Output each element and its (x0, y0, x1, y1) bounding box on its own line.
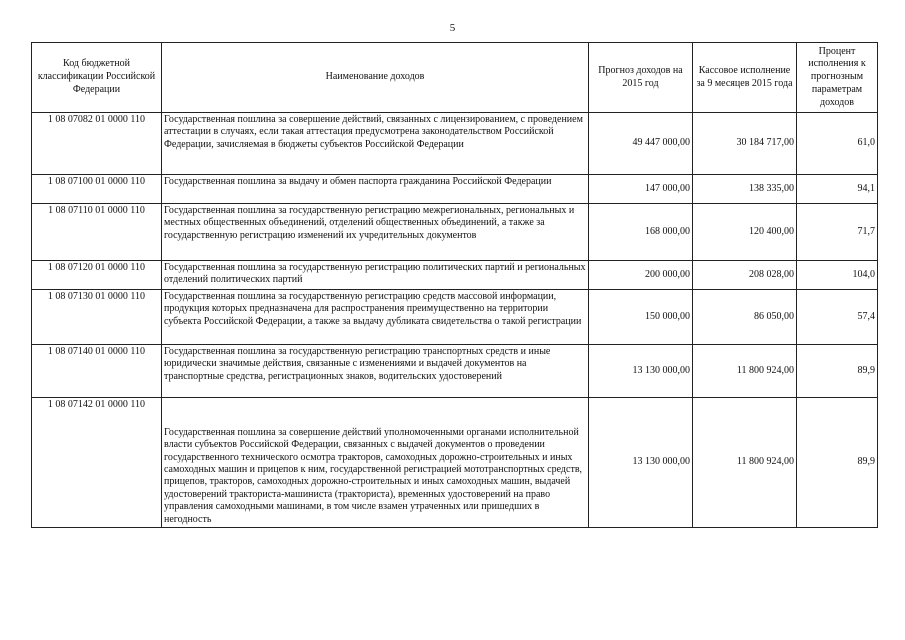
row-forecast: 13 130 000,00 (589, 398, 693, 528)
table-header-row (32, 43, 878, 113)
table-row (32, 290, 878, 345)
row-executed: 120 400,00 (693, 204, 797, 261)
row-code: 1 08 07110 01 0000 110 (32, 204, 162, 261)
row-code: 1 08 07130 01 0000 110 (32, 290, 162, 345)
row-name: Государственная пошлина за совершение действий, связанных с лицензированием, с проведением аттестации в случаях, если такая аттестация предусмотрена законодательством Российской Федерации, зачисляемая в бюджеты субъектов Российской Федерации (162, 113, 589, 175)
row-executed: 11 800 924,00 (693, 345, 797, 398)
table-row (32, 345, 878, 398)
row-code: 1 08 07142 01 0000 110 (32, 398, 162, 528)
row-forecast: 13 130 000,00 (589, 345, 693, 398)
table-row (32, 398, 878, 528)
row-name: Государственная пошлина за государственную регистрацию транспортных средств и иные юридически значимые действия, связанные с изменениями и выдачей документов на транспортные средства, регистрационных знаков, водительских удостоверений (162, 345, 589, 398)
row-percent: 104,0 (797, 261, 878, 290)
row-percent: 94,1 (797, 175, 878, 204)
row-executed: 30 184 717,00 (693, 113, 797, 175)
row-percent: 89,9 (797, 398, 878, 528)
row-forecast: 147 000,00 (589, 175, 693, 204)
row-name: Государственная пошлина за выдачу и обмен паспорта гражданина Российской Федерации (162, 175, 589, 204)
row-code: 1 08 07100 01 0000 110 (32, 175, 162, 204)
row-executed: 86 050,00 (693, 290, 797, 345)
table-row (32, 175, 878, 204)
table-row (32, 261, 878, 290)
header-executed: Кассовое исполнение за 9 месяцев 2015 года (693, 43, 797, 113)
row-code: 1 08 07120 01 0000 110 (32, 261, 162, 290)
header-name: Наименование доходов (162, 43, 589, 113)
row-executed: 138 335,00 (693, 175, 797, 204)
row-forecast: 49 447 000,00 (589, 113, 693, 175)
row-forecast: 168 000,00 (589, 204, 693, 261)
row-forecast: 150 000,00 (589, 290, 693, 345)
row-name: Государственная пошлина за государственную регистрацию политических партий и региональных отделений политических партий (162, 261, 589, 290)
header-code: Код бюджетной классификации Российской Федерации (32, 43, 162, 113)
row-name: Государственная пошлина за государственную регистрацию средств массовой информации, продукция которых предназначена для распространения преимущественно на территории субъекта Российской Федерации, а также за выдачу дубликата свидетельства о такой регистрации (162, 290, 589, 345)
revenue-table (31, 42, 878, 528)
row-code: 1 08 07082 01 0000 110 (32, 113, 162, 175)
row-executed: 11 800 924,00 (693, 398, 797, 528)
row-percent: 89,9 (797, 345, 878, 398)
row-name: Государственная пошлина за государственную регистрацию межрегиональных, региональных и местных общественных объединений, отделений общественных объединений, а также за государственную регистрацию изменений их учредительных документов (162, 204, 589, 261)
page-number: 5 (449, 22, 456, 34)
header-forecast: Прогноз доходов на 2015 год (589, 43, 693, 113)
row-name: Государственная пошлина за совершение действий уполномоченными органами исполнительной власти субъектов Российской Федерации, связанных с выдачей документов о проведении государственного технического осмотра тракторов, самоходных дорожно-строительных и иных самоходных машин и прицепов к ним, государственной регистрацией мототранспортных средств, прицепов, тракторов, самоходных дорожно-строительных и иных самоходных машин, выдачей удостоверений тракториста-машиниста (тракториста), временных удостоверений на право управления самоходными машинами, в том числе взамен утраченных или пришедших в негодность (162, 398, 589, 528)
header-percent: Процент исполнения к прогнозным параметрам доходов (797, 43, 878, 113)
row-executed: 208 028,00 (693, 261, 797, 290)
row-code: 1 08 07140 01 0000 110 (32, 345, 162, 398)
table-row (32, 204, 878, 261)
table-row (32, 113, 878, 175)
row-forecast: 200 000,00 (589, 261, 693, 290)
row-percent: 57,4 (797, 290, 878, 345)
row-percent: 61,0 (797, 113, 878, 175)
row-percent: 71,7 (797, 204, 878, 261)
